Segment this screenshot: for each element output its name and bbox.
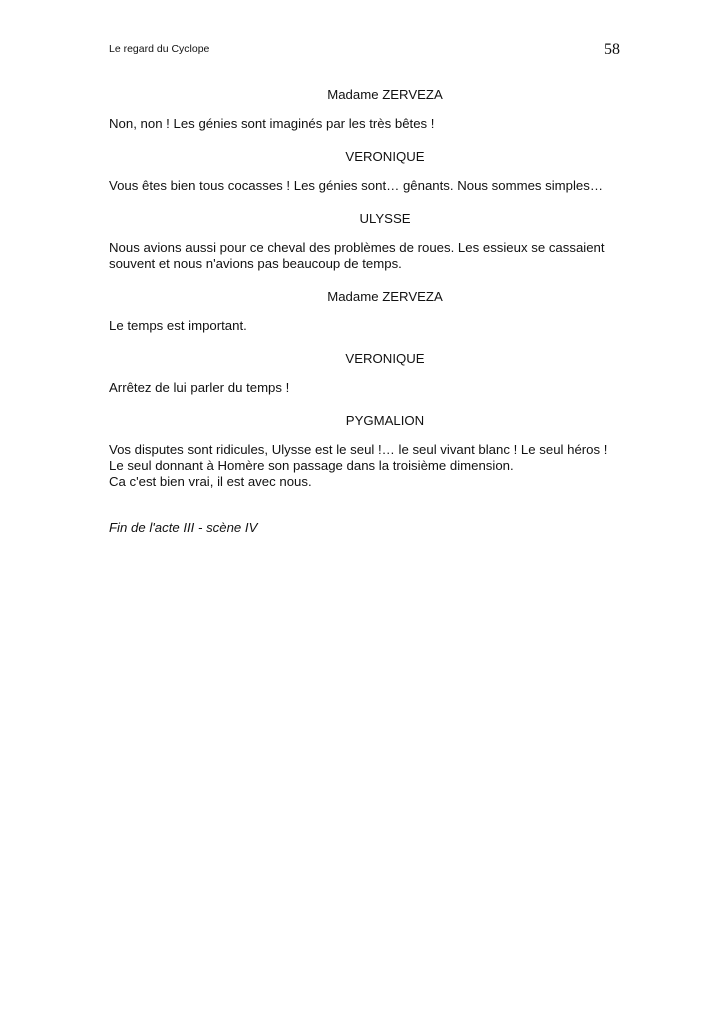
speech-text [109, 442, 629, 490]
dialogue-block [109, 413, 629, 490]
speech-line: Le temps est important. [109, 318, 247, 333]
speech-text [109, 116, 629, 132]
speaker-name: Madame ZERVEZA [327, 289, 443, 304]
speech-text [109, 380, 629, 396]
speech-line: Nous avions aussi pour ce cheval des problèmes de roues. Les essieux se cassaient [109, 240, 605, 255]
speech-line: Ca c'est bien vrai, il est avec nous. [109, 474, 312, 489]
page-number: 58 [604, 41, 620, 58]
speaker-name: PYGMALION [345, 413, 425, 428]
speaker-name: VERONIQUE [345, 351, 425, 366]
speech-line: Non, non ! Les génies sont imaginés par les très bêtes ! [109, 116, 435, 131]
speech-line: souvent et nous n'avions pas beaucoup de temps. [109, 256, 402, 271]
speech-text [109, 178, 629, 194]
end-of-scene-note: Fin de l'acte III - scène IV [109, 520, 258, 535]
speaker-name: ULYSSE [359, 211, 411, 226]
speaker-name: Madame ZERVEZA [327, 87, 443, 102]
dialogue-block [109, 351, 629, 396]
speech-line: Arrêtez de lui parler du temps ! [109, 380, 290, 395]
speech-line: Le seul donnant à Homère son passage dans la troisième dimension. [109, 458, 514, 473]
speech-text [109, 240, 629, 272]
speech-text [109, 318, 629, 334]
speaker-name: VERONIQUE [345, 149, 425, 164]
speech-line: Vous êtes bien tous cocasses ! Les génies sont… gênants. Nous sommes simples… [109, 178, 604, 193]
dialogue-block [109, 149, 629, 194]
dialogue-body [109, 87, 629, 507]
dialogue-block [109, 211, 629, 272]
dialogue-block [109, 289, 629, 334]
running-title: Le regard du Cyclope [109, 43, 210, 55]
dialogue-block [109, 87, 629, 132]
speech-line: Vos disputes sont ridicules, Ulysse est le seul !… le seul vivant blanc ! Le seul héros ! [109, 442, 608, 457]
